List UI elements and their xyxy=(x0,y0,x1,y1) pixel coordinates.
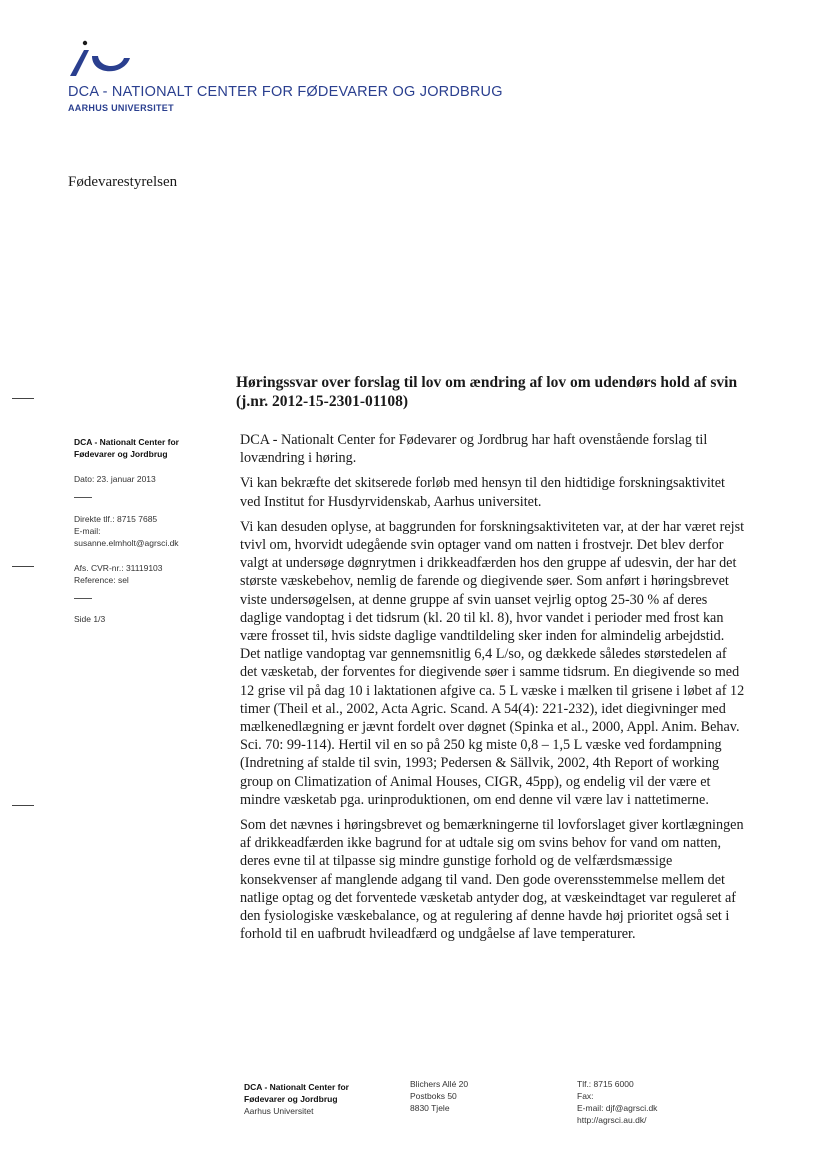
sidebar-page: Side 1/3 xyxy=(74,614,106,624)
footer-org-line2: Fødevarer og Jordbrug xyxy=(244,1094,338,1104)
footer-email[interactable]: E-mail: djf@agrsci.dk xyxy=(577,1103,658,1113)
footer-org-line1: DCA - Nationalt Center for xyxy=(244,1082,349,1092)
fold-mark xyxy=(12,566,34,567)
sidebar-reference: Reference: sel xyxy=(74,575,129,585)
paragraph-4: Som det nævnes i høringsbrevet og bemærkningerne til lovforslaget giver kortlægningen af drikkeadfærden ikke bagrund for at udtale sig om svins behov for vand om natten, deres evne til at tilpasse sig mindre gunstige forhold og de velfærdsmæssige konsekvenser af manglende adgang til vand. Den gode overensstemmelse mellem det natlige optag og det forventede væsketab antyder dog, at væskeindtaget var reguleret af den fysiologiske væskebalance, og at regulering af denne havde høj prioritet også set i forhold til en uafbrudt hvileadfærd og undgåelse af lave temperaturer. xyxy=(240,817,744,943)
sidebar-org-line2: Fødevarer og Jordbrug xyxy=(74,449,168,459)
sidebar-org-line1: DCA - Nationalt Center for xyxy=(74,437,179,447)
fold-mark xyxy=(12,805,34,806)
document-title: Høringssvar over forslag til lov om ændring af lov om udendørs hold af svin (j.nr. 2012-15-2301-01108) xyxy=(236,374,738,410)
footer-address-line2: Postboks 50 xyxy=(410,1091,457,1101)
org-name: DCA - NATIONALT CENTER FOR FØDEVARER OG JORDBRUG xyxy=(68,84,503,100)
recipient: Fødevarestyrelsen xyxy=(68,174,178,190)
letter-body xyxy=(240,431,745,950)
paragraph-3: Vi kan desuden oplyse, at baggrunden for forskningsaktiviteten var, at der har været rejst tvivl om, hvorvidt udegående svin optager vand om natten i frostvejr. Det blev derfor valgt at undersøge døgnrytmen i drikkeadfærden hos den gruppe af udesvin, der har det største væskebehov, nemlig de farende og diegivende søer. Som anført i høringsbrevet viste undersøgelsen, at denne gruppe af svin uanset vejrlig optog 25-30 % af deres daglige vandoptag i det tidsrum (kl. 20 til kl. 8), hvor vandet i perioder med frost kan være frosset til, hvis sidste daglige vandtildeling sker inden for almindelig arbejdstid. Det natlige vandoptag var gennemsnitlig 6,4 L/so, og dækkede således størstedelen af det væsketab, der forventes for diegivende søer i samme tidsrum. En diegivende so med 12 grise vil på dag 10 i laktationen afgive ca. 5 L væske i mælken til grisene i løbet af 12 timer (Theil et al., 2002, Acta Agric. Scand. A 54(4): 221-232), idet diegivninger med mælkenedlægning er jævnt fordelt over døgnet (Spinka et al., 2000, Appl. Anim. Behav. Sci. 70: 99-114). Hertil vil en so på 250 kg miste 0,8 – 1,5 L væske ved fordampning (Indretning af stalde til svin, 1993; Pedersen & Sällvik, 2002, 4th Report of working group on Climatization of Animal Houses, CIGR, 45pp), og endelig vil der være et mindre væsketab pga. urinproduktionen, om end denne vil være lav i nattetimerne. xyxy=(240,518,745,808)
footer-website-link[interactable]: http://agrsci.au.dk/ xyxy=(577,1115,647,1125)
org-subtitle: AARHUS UNIVERSITET xyxy=(68,103,174,113)
sidebar-divider xyxy=(74,497,92,498)
sidebar-date: Dato: 23. januar 2013 xyxy=(74,474,156,484)
footer-address-line1: Blichers Allé 20 xyxy=(410,1079,469,1089)
sidebar-email: susanne.elmholt@agrsci.dk xyxy=(74,538,179,548)
paragraph-2: Vi kan bekræfte det skitserede forløb med hensyn til den hidtidige forskningsaktivitet ved Institut for Husdyrvidenskab, Aarhus universitet. xyxy=(240,475,725,510)
footer-phone: Tlf.: 8715 6000 xyxy=(577,1079,634,1089)
sidebar-email-label: E-mail: xyxy=(74,526,101,536)
paragraph-1: DCA - Nationalt Center for Fødevarer og Jordbrug har haft ovenstående forslag til lovændring i høring. xyxy=(240,432,708,467)
footer-fax: Fax: xyxy=(577,1091,594,1101)
footer-org-line3: Aarhus Universitet xyxy=(244,1106,314,1116)
fold-mark xyxy=(12,398,34,399)
sidebar-divider xyxy=(74,598,92,599)
sidebar-cvr: Afs. CVR-nr.: 31119103 xyxy=(74,563,163,573)
au-logo-icon xyxy=(66,40,136,80)
sidebar-phone: Direkte tlf.: 8715 7685 xyxy=(74,514,158,524)
footer-address-line3: 8830 Tjele xyxy=(410,1103,450,1113)
